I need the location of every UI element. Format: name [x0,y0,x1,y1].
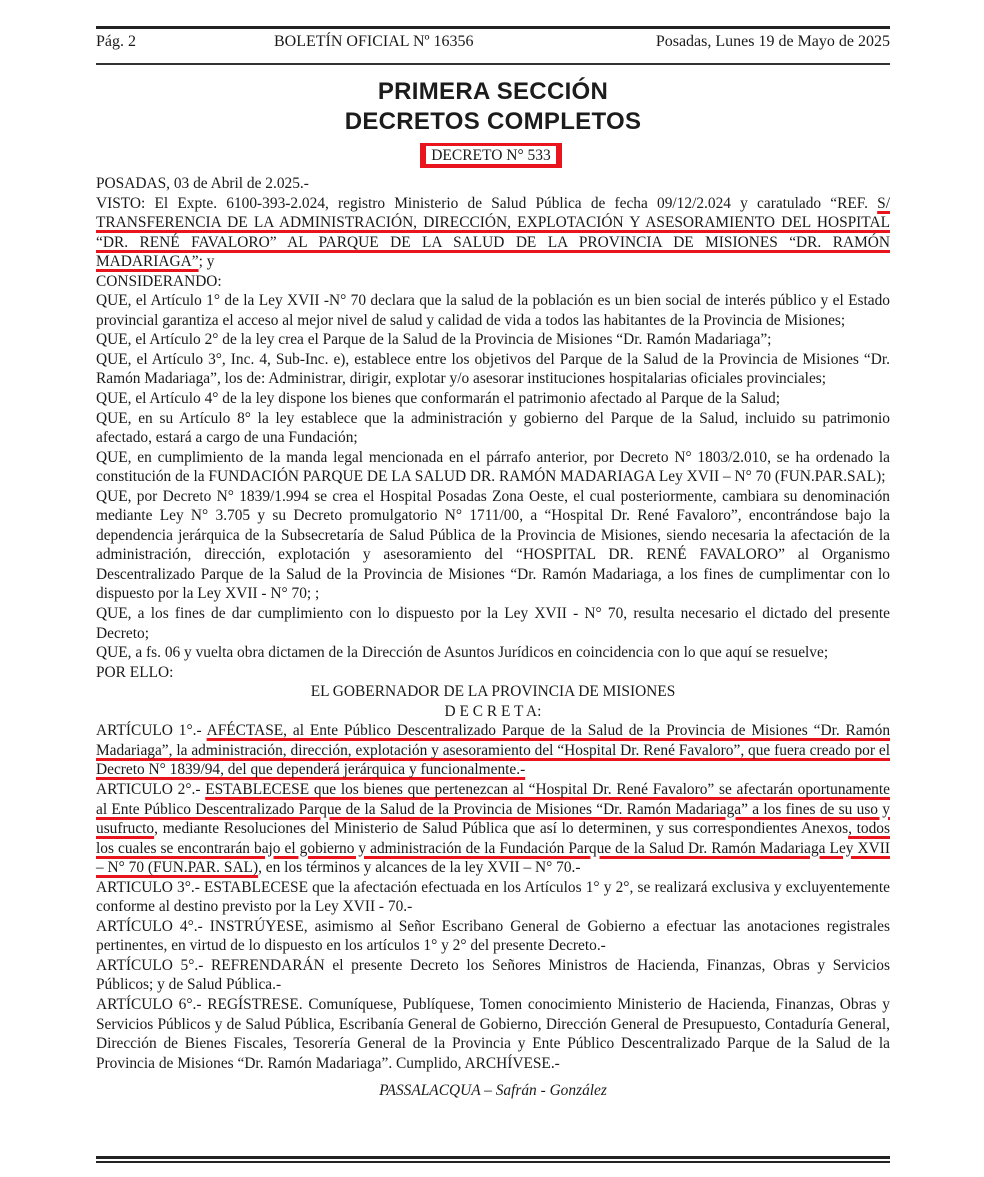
decreta-heading: D E C R E T A: [444,702,542,720]
article-5: ARTÍCULO 5°.- REFRENDARÁN el presente Decreto los Señores Ministros de Hacienda, Finanzas, Obras y Servicios Públicos; y de Salud Pública.- [96,956,890,994]
article-2-suffix: , en los términos y alcances de la ley XVII – N° 70.- [258,859,581,877]
que-paragraph: QUE, por Decreto N° 1839/1.994 se crea el Hospital Posadas Zona Oeste, el cual posteriormente, cambiara su denominación mediante Ley N° 3.705 y su Decreto promulgatorio N° 1711/00, a “Hospital Dr. René Favaloro”, encontrándose bajo la dependencia jerárquica de la Subsecretaría de Salud Pública de la Provincia de Misiones, siendo necesaria la afectación de la administración, dirección, explotación y asesoramiento del “HOSPITAL DR. RENÉ FAVALORO” al Organismo Descentralizado Parque de la Salud de la Provincia de Misiones “Dr. Ramón Madariaga, a los fines de cumplimentar con lo dispuesto por la Ley XVII - N° 70; ; [96,487,890,603]
subsection-title: DECRETOS COMPLETOS [344,108,642,135]
decree-body [96,174,890,1101]
article-6: ARTÍCULO 6°.- REGÍSTRESE. Comuníquese, Publíquese, Tomen conocimiento Ministerio de Hacienda, Finanzas, Obras y Servicios Públicos y de Salud Pública, Escribanía General de Gobierno, Dirección General de Presupuesto, Contaduría General, Dirección de Bienes Fiscales, Tesorería General de la Provincia y Ente Público Descentralizado Parque de la Salud de la Provincia de Misiones “Dr. Ramón Madariaga”. Cumplido, ARCHÍVESE.- [96,995,890,1072]
article-4: ARTÍCULO 4°.- INSTRÚYESE, asimismo al Señor Escribano General de Gobierno a efectuar las anotaciones registrales pertinentes, en virtud de lo dispuesto en los artículos 1° y 2° del presente Decreto.- [96,917,890,955]
page-number: Pág. 2 [96,33,136,50]
por-ello-heading: POR ELLO: [96,663,174,681]
considerando-heading: CONSIDERANDO: [96,272,222,290]
bottom-rule-thin [96,1161,890,1163]
visto-paragraph [96,194,890,272]
que-paragraph: QUE, a los fines de dar cumplimiento con lo dispuesto por la Ley XVII - N° 70, resulta necesario el dictado del presente Decreto; [96,605,890,642]
bulletin-title: BOLETÍN OFICIAL Nº 16356 [274,33,474,50]
que-paragraph: QUE, en cumplimiento de la manda legal mencionada en el párrafo anterior, por Decreto N° 1803/2.010, se ha ordenado la constitución de la FUNDACIÓN PARQUE DE LA SALUD DR. RAMÓN MADARIAGA Ley XVII – N° 70 (FUN.PAR.SAL); [96,448,890,486]
que-paragraph: QUE, el Artículo 4° de la ley dispone los bienes que conformarán el patrimonio afectado al Parque de la Salud; [96,390,780,408]
visto-suffix: ; y [198,253,215,271]
signatures: PASSALACQUA – Safrán - González [379,1082,607,1100]
que-paragraph: QUE, a fs. 06 y vuelta obra dictamen de la Dirección de Asuntos Jurídicos en coincidencia con lo que aquí se resuelve; [96,644,829,662]
que-paragraph: QUE, el Artículo 3°, Inc. 4, Sub-Inc. e), establece entre los objetivos del Parque de la Salud de la Provincia de Misiones “Dr. Ramón Madariaga”, los de: Administrar, dirigir, explotar y/o asesorar instituciones hospitalarias oficiales provinciales; [96,350,890,388]
top-rule [96,26,890,29]
article-1-underlined-text: AFÉCTASE, al Ente Público Descentralizado Parque de la Salud de la Provincia de Misiones “Dr. Ramón Madariaga”, la administración, dirección, explotación y asesoramiento del “Hospital Dr. René Favaloro”, que fuera creado por el Decreto N° 1839/94, del que dependerá jerárquica y funcionalmente.- [96,722,891,779]
governor-heading: EL GOBERNADOR DE LA PROVINCIA DE MISIONES [310,683,676,701]
header-rule [96,63,890,65]
publication-date: Posadas, Lunes 19 de Mayo de 2025 [655,33,890,50]
place-date: POSADAS, 03 de Abril de 2.025.- [96,175,309,192]
article-2-label: ARTICULO 2°.- [96,780,206,798]
article-3: ARTICULO 3°.- ESTABLECESE que la afectación efectuada en los Artículos 1° y 2°, se realizará exclusiva y excluyentemente conforme al destino previsto por la Ley XVII - 70.- [96,878,890,916]
decree-number: DECRETO N° 533 [426,146,556,164]
article-2-underlined-text-1: ESTABLECESE que los bienes que pertenezcan al “Hospital Dr. René Favaloro” se afectarán oportunamente al Ente Público Descentralizado Parque de la Salud de la Provincia de Misiones “Dr. Ramón Madariaga” a los fines de su uso y usufructo [96,780,890,838]
page-header [96,33,890,53]
visto-text: VISTO: El Expte. 6100-393-2.024, registro Ministerio de Salud Pública de fecha 09/12/2.024 y caratulado “REF. [96,194,878,212]
article-2-underlined-text-2: , todos los cuales se encontrarán bajo el gobierno y administración de la Fundación Parque de la Salud Dr. Ramón Madariaga Ley XVII – N° 70 (FUN.PAR. SAL) [96,820,890,877]
article-1-label: ARTÍCULO 1°.- [96,722,207,740]
que-paragraph: QUE, en su Artículo 8° la ley establece que la administración y gobierno del Parque de la Salud, incluido su patrimonio afectado, estará a cargo de una Fundación; [96,409,890,447]
bottom-rule [96,1156,890,1159]
article-1 [96,721,890,780]
section-title: PRIMERA SECCIÓN [377,78,609,105]
article-2-text: , mediante Resoluciones del Ministerio de Salud Pública que así lo determinen, y sus correspondientes Anexos [154,820,849,838]
visto-underlined-subject: S/ TRANSFERENCIA DE LA ADMINISTRACIÓN, DIRECCIÓN, EXPLOTACIÓN Y ASESORAMIENTO DEL HOSPITAL “DR. RENÉ FAVALORO” AL PARQUE DE LA SALUD DE LA PROVINCIA DE MISIONES “DR. RAMÓN MADARIAGA” [96,194,890,271]
decree-number-highlight-box [420,143,562,168]
que-paragraph: QUE, el Artículo 2° de la ley crea el Parque de la Salud de la Provincia de Misiones “Dr. Ramón Madariaga”; [96,331,772,349]
que-paragraph: QUE, el Artículo 1° de la Ley XVII -N° 70 declara que la salud de la población es un bien social de interés público y el Estado provincial garantiza el acceso al mejor nivel de salud y calidad de vida a todos las habitantes de la Provincia de Misiones; [96,292,890,329]
article-2 [96,780,890,878]
